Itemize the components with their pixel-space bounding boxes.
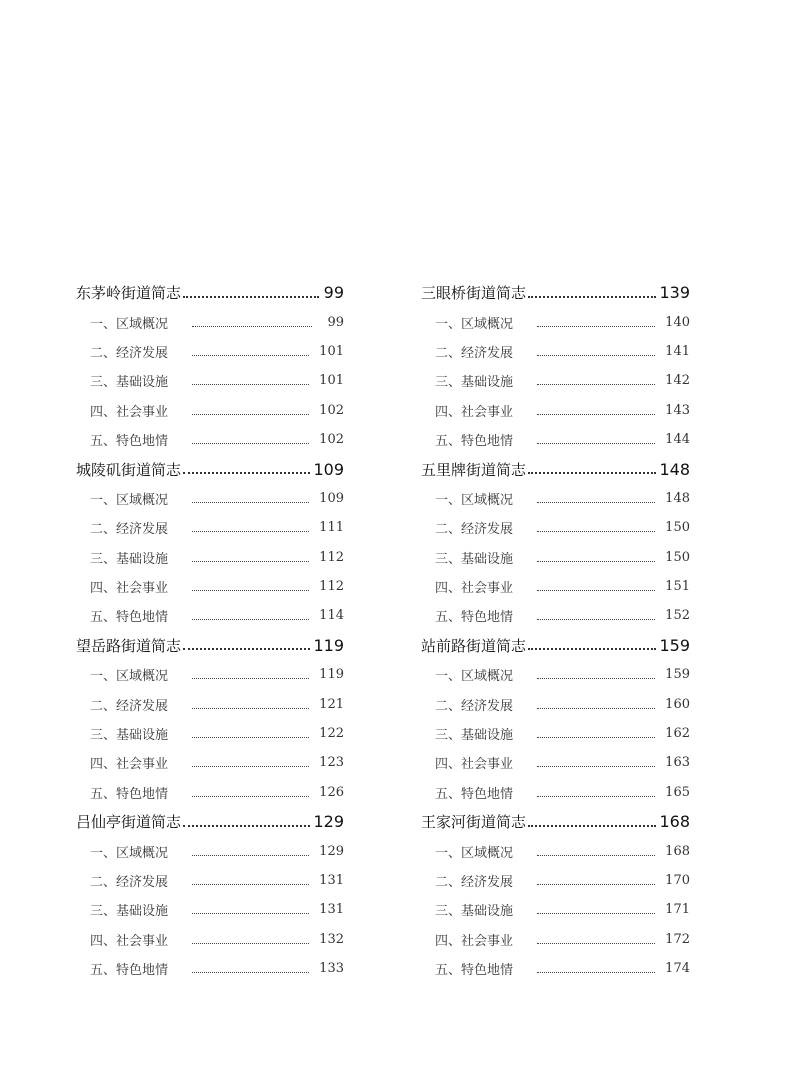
section-title: 吕仙亭街道简志 [76, 813, 182, 832]
entry-number: 二、 [435, 522, 462, 538]
entry-title [90, 313, 192, 332]
dot-leader [183, 296, 319, 298]
entry-title [435, 430, 537, 449]
entry-page-number: 150 [665, 549, 690, 565]
entry-number: 三、 [435, 375, 462, 391]
toc-entry[interactable] [421, 895, 690, 924]
toc-entry[interactable] [76, 748, 344, 777]
entry-label: 经济发展 [116, 345, 169, 361]
entry-number: 一、 [435, 492, 462, 508]
dot-leader [183, 472, 310, 474]
entry-number: 三、 [90, 551, 117, 567]
dot-leader [192, 590, 309, 591]
entry-page-number: 132 [319, 931, 344, 947]
toc-section [76, 631, 344, 807]
entry-page-number: 131 [319, 902, 344, 918]
toc-entry[interactable] [76, 719, 344, 748]
entry-number: 三、 [90, 904, 117, 920]
entry-page-number: 129 [319, 843, 344, 859]
entry-page-number: 160 [665, 696, 690, 712]
entry-number: 一、 [435, 316, 462, 332]
dot-leader [537, 619, 655, 620]
dot-leader [192, 443, 309, 444]
toc-section [421, 278, 690, 454]
dot-leader [192, 855, 309, 856]
entry-label: 经济发展 [461, 522, 514, 538]
entry-title [90, 371, 192, 390]
toc-entry[interactable] [76, 425, 344, 454]
entry-label: 社会事业 [461, 404, 514, 420]
entry-page-number: 112 [319, 549, 344, 565]
section-page-number: 109 [313, 459, 344, 479]
entry-page-number: 101 [319, 343, 344, 359]
toc-entry[interactable] [421, 660, 690, 689]
entry-page-number: 102 [319, 402, 344, 418]
entry-page-number: 123 [319, 755, 344, 771]
entry-label: 社会事业 [461, 933, 514, 949]
dot-leader [183, 648, 310, 650]
entry-title [90, 753, 192, 772]
entry-page-number: 163 [665, 755, 690, 771]
entry-label: 基础设施 [461, 375, 514, 391]
toc-entry[interactable] [76, 601, 344, 630]
entry-label: 基础设施 [461, 728, 514, 744]
entry-number: 一、 [435, 845, 462, 861]
dot-leader [192, 943, 309, 944]
dot-leader [192, 972, 309, 973]
toc-entry[interactable] [76, 689, 344, 718]
entry-number: 二、 [90, 698, 117, 714]
toc-entry[interactable] [76, 337, 344, 366]
entry-label: 经济发展 [461, 875, 514, 890]
entry-page-number: 152 [665, 608, 690, 624]
toc-section-heading[interactable] [421, 278, 690, 307]
entry-number: 五、 [90, 434, 117, 450]
entry-label: 特色地情 [116, 786, 169, 802]
entry-title [435, 871, 537, 890]
dot-leader [192, 384, 309, 385]
entry-label: 社会事业 [461, 581, 514, 597]
toc-section-heading[interactable] [76, 278, 344, 307]
entry-page-number: 109 [319, 490, 344, 506]
entry-label: 基础设施 [116, 551, 169, 567]
entry-number: 五、 [90, 786, 117, 802]
entry-number: 三、 [90, 728, 117, 744]
entry-number: 四、 [435, 581, 462, 597]
entry-page-number: 172 [665, 931, 690, 947]
section-page-number: 168 [659, 812, 690, 832]
dot-leader [537, 943, 655, 944]
entry-number: 四、 [90, 404, 117, 420]
dot-leader [192, 708, 309, 709]
dot-leader [192, 913, 309, 914]
entry-page-number: 101 [319, 373, 344, 389]
entry-page-number: 102 [319, 432, 344, 448]
entry-title [90, 430, 192, 449]
entry-label: 特色地情 [461, 610, 514, 626]
toc-entry[interactable] [421, 484, 690, 513]
entry-page-number: 168 [665, 843, 690, 859]
entry-number: 四、 [435, 933, 462, 949]
entry-page-number: 148 [665, 490, 690, 506]
entry-page-number: 159 [665, 667, 690, 683]
dot-leader [537, 913, 655, 914]
entry-page-number: 122 [319, 726, 344, 742]
dot-leader [192, 678, 309, 679]
dot-leader [528, 825, 656, 827]
entry-number: 四、 [435, 757, 462, 773]
entry-title [435, 371, 537, 390]
entry-page-number: 150 [665, 520, 690, 536]
entry-title [435, 548, 537, 567]
entry-title [435, 900, 537, 919]
entry-title [435, 695, 537, 714]
dot-leader [192, 355, 309, 356]
toc-entry[interactable] [421, 836, 690, 865]
dot-leader [528, 472, 656, 474]
toc-column-left [76, 278, 344, 983]
entry-title [435, 577, 537, 596]
toc-section-heading[interactable] [76, 631, 344, 660]
entry-title [90, 871, 192, 890]
entry-title [435, 606, 537, 625]
toc-entry[interactable] [421, 689, 690, 718]
section-page-number: 129 [313, 812, 344, 832]
toc-entry[interactable] [421, 425, 690, 454]
entry-label: 特色地情 [116, 434, 169, 450]
entry-title [435, 724, 537, 743]
dot-leader [537, 355, 655, 356]
entry-label: 区域概况 [116, 669, 169, 685]
entry-page-number: 142 [665, 373, 690, 389]
dot-leader [537, 766, 655, 767]
dot-leader [537, 708, 655, 709]
entry-label: 经济发展 [461, 345, 514, 361]
entry-title [90, 577, 192, 596]
toc-entry[interactable] [76, 513, 344, 542]
toc-section [76, 278, 344, 454]
entry-number: 二、 [90, 875, 117, 890]
entry-label: 经济发展 [116, 698, 169, 714]
toc-entry[interactable] [76, 866, 344, 895]
dot-leader [537, 561, 655, 562]
entry-page-number: 119 [319, 667, 344, 683]
entry-title [90, 724, 192, 743]
toc-entry[interactable] [76, 836, 344, 865]
dot-leader [537, 590, 655, 591]
dot-leader [537, 796, 655, 797]
entry-label: 基础设施 [461, 904, 514, 920]
entry-label: 社会事业 [116, 933, 169, 949]
section-page-number: 119 [313, 635, 344, 655]
toc-entry[interactable] [76, 543, 344, 572]
entry-title [90, 665, 192, 684]
entry-label: 特色地情 [116, 610, 169, 626]
entry-number: 五、 [435, 963, 462, 979]
entry-page-number: 114 [319, 608, 344, 624]
entry-title [435, 930, 537, 949]
toc-section [76, 454, 344, 630]
dot-leader [192, 796, 309, 797]
dot-leader [192, 884, 309, 885]
entry-number: 一、 [435, 669, 462, 685]
entry-page-number: 131 [319, 873, 344, 888]
entry-label: 经济发展 [116, 522, 169, 538]
toc-entry[interactable] [421, 601, 690, 630]
entry-page-number: 165 [665, 784, 690, 800]
dot-leader [537, 531, 655, 532]
toc-entry[interactable] [421, 337, 690, 366]
dot-leader [192, 326, 312, 327]
section-title: 城陵矶街道简志 [76, 460, 182, 479]
dot-leader [528, 296, 656, 298]
toc-entry[interactable] [76, 660, 344, 689]
toc-entry[interactable] [76, 895, 344, 924]
section-title: 王家河街道简志 [421, 813, 527, 832]
entry-label: 特色地情 [461, 963, 514, 979]
entry-number: 一、 [90, 316, 117, 332]
entry-label: 基础设施 [116, 375, 169, 391]
toc-section-heading[interactable] [421, 631, 690, 660]
entry-title [90, 548, 192, 567]
toc-entry[interactable] [421, 719, 690, 748]
dot-leader [537, 502, 655, 503]
toc-entry[interactable] [76, 925, 344, 954]
entry-number: 二、 [435, 345, 462, 361]
entry-label: 区域概况 [461, 316, 514, 332]
entry-label: 特色地情 [461, 786, 514, 802]
entry-title [435, 518, 537, 537]
entry-label: 经济发展 [116, 875, 169, 890]
toc-section-heading[interactable] [421, 807, 690, 836]
entry-page-number: 99 [327, 314, 344, 330]
entry-page-number: 112 [319, 579, 344, 595]
entry-label: 社会事业 [461, 757, 514, 773]
entry-number: 二、 [435, 698, 462, 714]
entry-number: 四、 [90, 933, 117, 949]
toc-entry[interactable] [421, 925, 690, 954]
section-page-number: 148 [659, 459, 690, 479]
entry-label: 特色地情 [116, 963, 169, 979]
entry-number: 三、 [435, 904, 462, 920]
entry-title [435, 489, 537, 508]
entry-page-number: 121 [319, 696, 344, 712]
entry-page-number: 171 [665, 902, 690, 918]
entry-title [435, 342, 537, 361]
entry-label: 基础设施 [116, 728, 169, 744]
dot-leader [192, 766, 309, 767]
entry-label: 社会事业 [116, 581, 169, 597]
entry-number: 五、 [435, 610, 462, 626]
entry-title [435, 753, 537, 772]
toc-entry[interactable] [76, 778, 344, 807]
dot-leader [192, 531, 309, 532]
entry-title [435, 783, 537, 802]
toc-section [421, 807, 690, 983]
dot-leader [537, 384, 655, 385]
dot-leader [537, 884, 655, 885]
entry-label: 特色地情 [461, 434, 514, 450]
entry-number: 四、 [435, 404, 462, 420]
dot-leader [537, 855, 655, 856]
toc-section [421, 454, 690, 630]
entry-title [90, 695, 192, 714]
toc-entry[interactable] [76, 396, 344, 425]
toc-entry[interactable] [76, 307, 344, 336]
dot-leader [537, 972, 655, 973]
toc-entry[interactable] [76, 484, 344, 513]
entry-label: 社会事业 [116, 404, 169, 420]
entry-label: 基础设施 [116, 904, 169, 920]
toc-entry[interactable] [421, 778, 690, 807]
toc-entry[interactable] [421, 396, 690, 425]
dot-leader [537, 737, 655, 738]
dot-leader [192, 502, 309, 503]
section-title: 东茅岭街道简志 [76, 284, 182, 303]
dot-leader [537, 443, 655, 444]
dot-leader [537, 326, 655, 327]
entry-title [90, 489, 192, 508]
entry-number: 二、 [435, 875, 462, 890]
entry-label: 区域概况 [116, 845, 169, 861]
section-title: 站前路街道简志 [421, 636, 527, 655]
entry-number: 五、 [435, 434, 462, 450]
entry-label: 区域概况 [116, 316, 169, 332]
toc-section [76, 807, 344, 983]
section-title: 三眼桥街道简志 [421, 284, 527, 303]
entry-label: 基础设施 [461, 551, 514, 567]
entry-number: 五、 [435, 786, 462, 802]
entry-title [435, 313, 537, 332]
toc-section-heading[interactable] [76, 807, 344, 836]
entry-page-number: 133 [319, 961, 344, 977]
toc-entry[interactable] [76, 572, 344, 601]
dot-leader [192, 561, 309, 562]
entry-label: 经济发展 [461, 698, 514, 714]
entry-number: 一、 [90, 492, 117, 508]
entry-page-number: 141 [665, 343, 690, 359]
entry-page-number: 143 [665, 402, 690, 418]
toc-column-right [421, 278, 690, 983]
toc-entry[interactable] [421, 543, 690, 572]
entry-title [90, 401, 192, 420]
entry-number: 二、 [90, 522, 117, 538]
entry-number: 四、 [90, 757, 117, 773]
entry-label: 区域概况 [461, 845, 514, 861]
toc-section-heading[interactable] [421, 454, 690, 483]
toc-entry[interactable] [421, 748, 690, 777]
entry-page-number: 162 [665, 726, 690, 742]
dot-leader [192, 414, 309, 415]
entry-title [90, 959, 192, 978]
dot-leader [183, 825, 310, 827]
entry-label: 区域概况 [461, 669, 514, 685]
entry-number: 三、 [435, 551, 462, 567]
entry-page-number: 144 [665, 432, 690, 448]
section-title: 五里牌街道简志 [421, 460, 527, 479]
toc-entry[interactable] [421, 366, 690, 395]
entry-number: 一、 [90, 669, 117, 685]
toc-entry[interactable] [421, 307, 690, 336]
entry-title [435, 959, 537, 978]
toc-entry[interactable] [421, 866, 690, 895]
entry-title [435, 665, 537, 684]
entry-title [90, 842, 192, 861]
toc-entry[interactable] [421, 954, 690, 983]
entry-title [90, 930, 192, 949]
entry-number: 三、 [90, 375, 117, 391]
entry-page-number: 151 [665, 579, 690, 595]
entry-number: 五、 [90, 610, 117, 626]
entry-title [90, 900, 192, 919]
section-title: 望岳路街道简志 [76, 636, 182, 655]
entry-label: 社会事业 [116, 757, 169, 773]
entry-title [435, 842, 537, 861]
dot-leader [192, 619, 309, 620]
entry-title [90, 783, 192, 802]
entry-label: 区域概况 [116, 492, 169, 508]
section-page-number: 139 [659, 283, 690, 303]
section-page-number: 159 [659, 635, 690, 655]
entry-title [90, 606, 192, 625]
entry-page-number: 170 [665, 873, 690, 888]
dot-leader [192, 737, 309, 738]
toc-entry[interactable] [421, 572, 690, 601]
toc-entry[interactable] [76, 366, 344, 395]
entry-number: 五、 [90, 963, 117, 979]
dot-leader [537, 678, 655, 679]
entry-number: 二、 [90, 345, 117, 361]
dot-leader [528, 648, 656, 650]
toc-section-heading[interactable] [76, 454, 344, 483]
toc-entry[interactable] [76, 954, 344, 983]
entry-label: 区域概况 [461, 492, 514, 508]
entry-page-number: 126 [319, 784, 344, 800]
dot-leader [537, 414, 655, 415]
entry-title [90, 342, 192, 361]
toc-section [421, 631, 690, 807]
section-page-number: 99 [323, 283, 344, 303]
entry-number: 一、 [90, 845, 117, 861]
entry-number: 三、 [435, 728, 462, 744]
entry-title [90, 518, 192, 537]
entry-number: 四、 [90, 581, 117, 597]
entry-title [435, 401, 537, 420]
entry-page-number: 140 [665, 314, 690, 330]
entry-page-number: 174 [665, 961, 690, 977]
toc-entry[interactable] [421, 513, 690, 542]
entry-page-number: 111 [319, 520, 344, 536]
